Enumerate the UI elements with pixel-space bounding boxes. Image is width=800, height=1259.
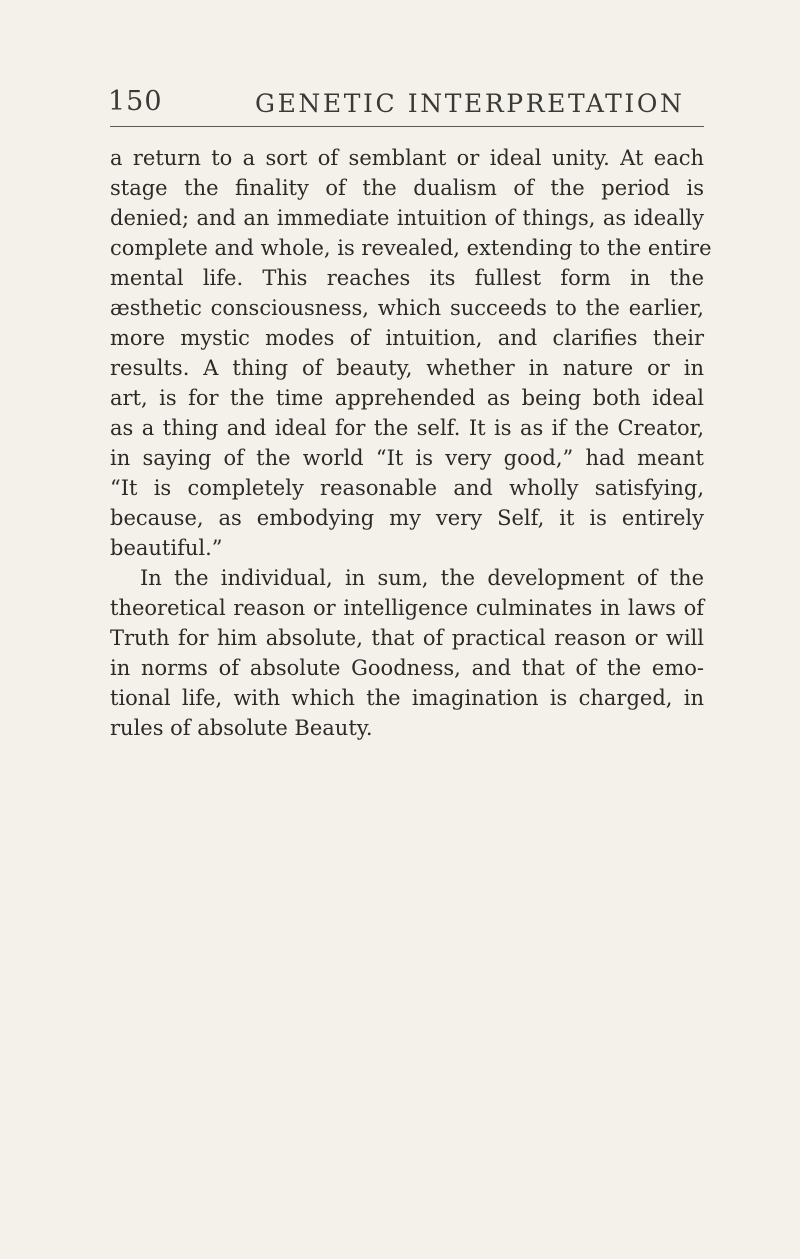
text-line: rules of absolute Beauty. bbox=[110, 716, 373, 740]
text-line: a return to a sort of semblant or ideal unity. At each bbox=[110, 146, 704, 170]
header-rule bbox=[110, 126, 704, 127]
text-line: Truth for him absolute, that of practical reason or will bbox=[110, 626, 704, 650]
text-line: tional life, with which the imagination is charged, in bbox=[110, 686, 704, 710]
paragraph-1 bbox=[110, 143, 712, 563]
running-title: GENETIC INTERPRETATION bbox=[255, 89, 685, 118]
text-line: æsthetic consciousness, which succeeds to the earlier, bbox=[110, 296, 704, 320]
text-line: as a thing and ideal for the self. It is as if the Creator, bbox=[110, 416, 704, 440]
text-line: complete and whole, is revealed, extending to the entire bbox=[110, 236, 712, 260]
page-number: 150 bbox=[108, 86, 163, 117]
text-line: more mystic modes of intuition, and clarifies their bbox=[110, 326, 704, 350]
text-line: because, as embodying my very Self, it is entirely bbox=[110, 506, 704, 530]
body-text bbox=[110, 143, 712, 743]
text-line: “It is completely reasonable and wholly satisfying, bbox=[110, 476, 704, 500]
text-line: results. A thing of beauty, whether in nature or in bbox=[110, 356, 704, 380]
text-line: in saying of the world “It is very good,” had meant bbox=[110, 446, 704, 470]
text-line: art, is for the time apprehended as being both ideal bbox=[110, 386, 704, 410]
text-line: denied; and an immediate intuition of things, as ideally bbox=[110, 206, 704, 230]
text-line: in norms of absolute Goodness, and that of the emo- bbox=[110, 656, 704, 680]
text-line: theoretical reason or intelligence culminates in laws of bbox=[110, 596, 704, 620]
text-line: beautiful.” bbox=[110, 536, 223, 560]
paragraph-2 bbox=[110, 563, 704, 743]
text-line: stage the finality of the dualism of the period is bbox=[110, 176, 704, 200]
text-line: mental life. This reaches its fullest form in the bbox=[110, 266, 704, 290]
text-line: In the individual, in sum, the development of the bbox=[140, 566, 704, 590]
